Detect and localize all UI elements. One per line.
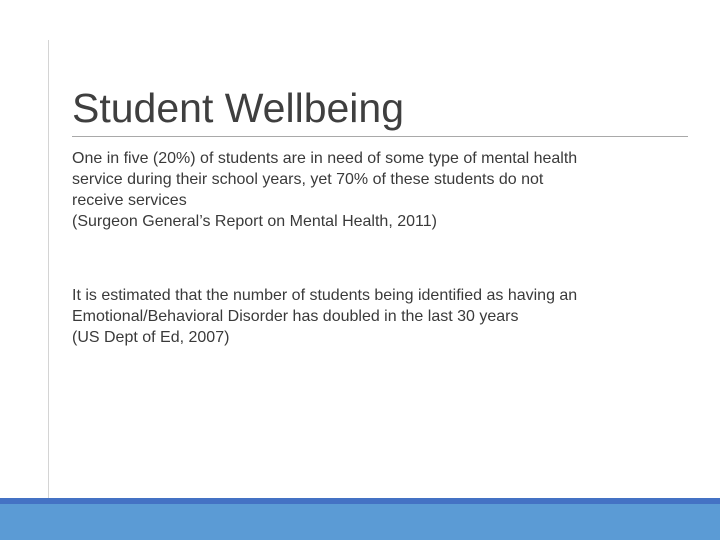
paragraph-mental-health-need — [72, 148, 672, 232]
paragraph-citation: (Surgeon General’s Report on Mental Health, 2011) — [72, 213, 437, 230]
paragraph-line: Emotional/Behavioral Disorder has doubled in the last 30 years — [72, 308, 519, 325]
footer-accent-stripe — [0, 498, 720, 504]
paragraph-ebd-identification — [72, 285, 672, 348]
paragraph-line: service during their school years, yet 70% of these students do not — [72, 171, 544, 188]
paragraph-line: One in five (20%) of students are in need of some type of mental health — [72, 150, 578, 167]
footer-accent-bar — [0, 498, 720, 540]
slide-title: Student Wellbeing — [72, 85, 405, 131]
title-divider — [72, 136, 688, 137]
paragraph-line: It is estimated that the number of students being identified as having an — [72, 287, 578, 304]
paragraph-citation: (US Dept of Ed, 2007) — [72, 329, 230, 346]
paragraph-line: receive services — [72, 192, 187, 209]
left-margin-rule — [48, 40, 49, 498]
